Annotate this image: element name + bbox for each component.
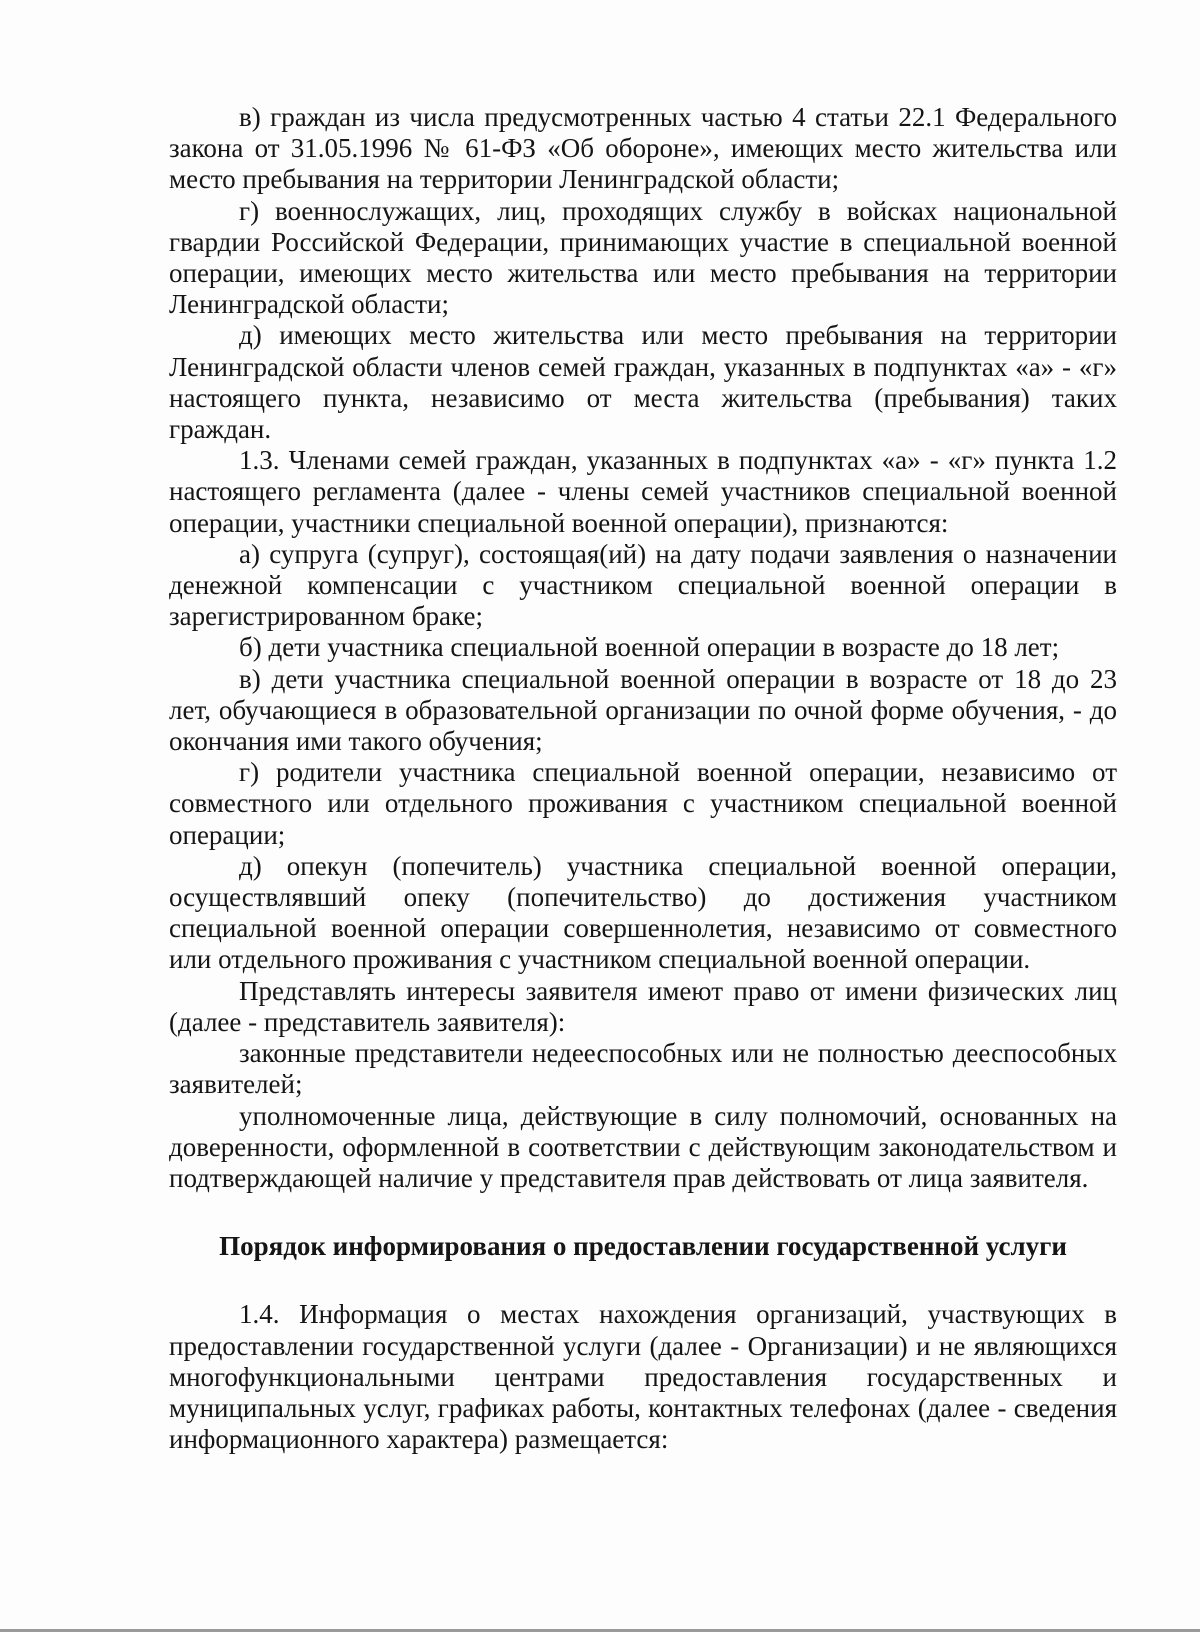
- paragraph-family-v: в) дети участника специальной военной операции в возрасте от 18 до 23 лет, обучающиеся в образовательной организации по очной форме обучения, - до окончания ими такого обучения;: [169, 663, 1117, 757]
- paragraph-item-d: д) имеющих место жительства или место пребывания на территории Ленинградской области членов семей граждан, указанных в подпунктах «а» - «г» настоящего пункта, независимо от места жительства (пребывания) таких граждан.: [169, 320, 1117, 445]
- paragraph-family-a: а) супруга (супруг), состоящая(ий) на дату подачи заявления о назначении денежной компенсации с участником специальной военной операции в зарегистрированном браке;: [169, 538, 1117, 632]
- document-body: [169, 102, 1117, 1455]
- paragraph-family-d: д) опекун (попечитель) участника специальной военной операции, осуществлявший опеку (попечительство) до достижения участником специальной военной операции совершеннолетия, независимо от совместного или отдельного проживания с участником специальной военной операции.: [169, 850, 1117, 975]
- paragraph-family-g: г) родители участника специальной военной операции, независимо от совместного или отдельного проживания с участником специальной военной операции;: [169, 757, 1117, 850]
- paragraph-authorized-persons: уполномоченные лица, действующие в силу полномочий, основанных на доверенности, оформленной в соответствии с действующим законодательством и подтверждающей наличие у представителя прав действовать от лица заявителя.: [169, 1100, 1117, 1193]
- paragraph-legal-representatives: законные представители недееспособных или не полностью дееспособных заявителей;: [169, 1038, 1117, 1100]
- paragraph-representatives: Представлять интересы заявителя имеют право от имени физических лиц (далее - представитель заявителя):: [169, 975, 1117, 1037]
- paragraph-family-b: б) дети участника специальной военной операции в возрасте до 18 лет;: [239, 632, 1060, 663]
- paragraph-item-g: г) военнослужащих, лиц, проходящих службу в войсках национальной гвардии Российской Федерации, принимающих участие в специальной военной операции, имеющих место жительства или место пребывания на территории Ленинградской области;: [169, 195, 1117, 320]
- paragraph-clause-1-3: 1.3. Членами семей граждан, указанных в подпунктах «а» - «г» пункта 1.2 настоящего регламента (далее - члены семей участников специальной военной операции, участники специальной военной операции), признаются:: [169, 445, 1117, 538]
- paragraph-clause-1-4: 1.4. Информация о местах нахождения организаций, участвующих в предоставлении государственной услуги (далее - Организации) и не являющихся многофункциональными центрами предоставления государственных и муниципальных услуг, графиках работы, контактных телефонах (далее - сведения информационного характера) размещается:: [169, 1299, 1117, 1455]
- section-heading: Порядок информирования о предоставлении государственной услуги: [219, 1231, 1067, 1262]
- paragraph-item-v: в) граждан из числа предусмотренных частью 4 статьи 22.1 Федерального закона от 31.05.1996 № 61-ФЗ «Об обороне», имеющих место жительства или место пребывания на территории Ленинградской области;: [169, 102, 1117, 195]
